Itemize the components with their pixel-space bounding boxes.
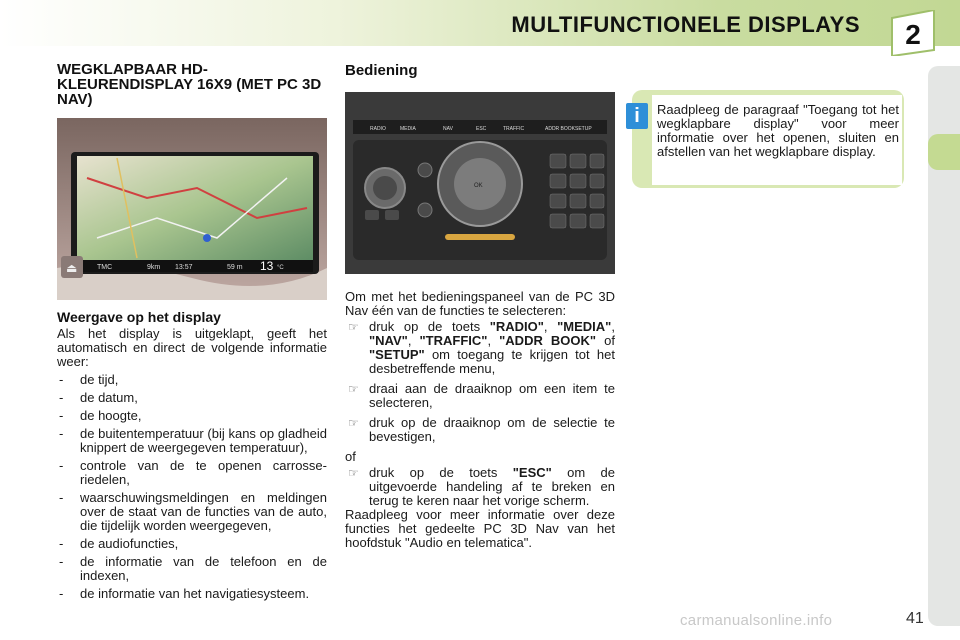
list-item: - de informatie van het navigatiesysteem. bbox=[57, 587, 327, 601]
list-item: - de audiofuncties, bbox=[57, 537, 327, 551]
pointing-hand-icon: ☞ bbox=[348, 320, 359, 334]
control-panel-photo bbox=[345, 92, 615, 274]
info-icon: i bbox=[626, 103, 648, 129]
panel-button-setup: SETUP bbox=[575, 126, 592, 132]
list-item: - de informatie van de telefoon en de indexen, bbox=[57, 555, 327, 583]
display-info-text bbox=[57, 327, 327, 605]
display-temperature: 13 bbox=[260, 259, 274, 273]
page-title: MULTIFUNCTIONELE DISPLAYS bbox=[511, 12, 860, 37]
display-altitude: 59 m bbox=[227, 264, 243, 271]
panel-button-traffic: TRAFFIC bbox=[503, 126, 525, 132]
chapter-badge bbox=[888, 10, 938, 56]
list-item: ☞ draai aan de draaiknop om een item te selecteren, bbox=[348, 381, 615, 410]
eject-icon: ⏏ bbox=[66, 261, 78, 275]
display-distance: 9km bbox=[147, 264, 161, 271]
side-index-tab-active bbox=[928, 134, 960, 170]
panel-button-nav: NAV bbox=[443, 126, 453, 132]
intro-paragraph: Als het display is uitgeklapt, geeft het automatisch en direct de volgende informatie weer: bbox=[57, 326, 327, 369]
list-item: - controle van de te openen carrosse-riedelen, bbox=[57, 459, 327, 487]
panel-button-media: MEDIA bbox=[400, 126, 416, 132]
watermark: carmanualsonline.info bbox=[680, 612, 833, 629]
list-item: - de hoogte, bbox=[57, 409, 327, 423]
section-title: WEGKLAPBAAR HD-KLEURENDISPLAY 16X9 (MET PC 3D NAV) bbox=[57, 61, 322, 108]
pointing-hand-icon: ☞ bbox=[348, 466, 359, 480]
display-temp-unit: °C bbox=[277, 265, 284, 271]
controls-intro: Om met het bedieningspaneel van de PC 3D Nav één van de functies te selecteren: bbox=[345, 289, 615, 318]
display-info-list bbox=[57, 373, 327, 601]
controls-steps-alt bbox=[345, 466, 615, 508]
list-item: ☞ druk op de draaiknop om de selectie te bevestigen, bbox=[348, 415, 615, 444]
list-item: - de buitentemperatuur (bij kans op gladheid knippert de weergegeven temperatuur), bbox=[57, 427, 327, 455]
display-time: 13:57 bbox=[175, 264, 193, 271]
panel-button-radio: RADIO bbox=[370, 126, 386, 132]
or-text: of bbox=[345, 449, 356, 464]
page-number: 41 bbox=[906, 610, 924, 627]
panel-knob-ok: OK bbox=[474, 183, 483, 189]
subsection-title: Weergave op het display bbox=[57, 309, 221, 325]
display-tmc: TMC bbox=[97, 264, 113, 271]
controls-title: Bediening bbox=[345, 62, 418, 79]
display-photo bbox=[57, 118, 327, 300]
pointing-hand-icon: ☞ bbox=[348, 382, 359, 396]
list-item: - de datum, bbox=[57, 391, 327, 405]
list-item: - waarschuwingsmeldingen en meldingen over de staat van de functies van de auto, die tijdelijk worden weergegeven, bbox=[57, 491, 327, 533]
list-item: ☞ druk op de toets "ESC" om de uitgevoerde handeling af te breken en terug te keren naar het vorige scherm. bbox=[348, 465, 615, 508]
chapter-number: 2 bbox=[905, 19, 921, 50]
controls-text bbox=[345, 290, 615, 550]
list-item: ☞ druk op de toets "RADIO", "MEDIA", "NAV", "TRAFFIC", "ADDR BOOK" of "SETUP" om toegang te krijgen tot het desbetreffende menu, bbox=[348, 319, 615, 376]
panel-button-addr-book: ADDR BOOK bbox=[545, 126, 576, 132]
info-text: Raadpleeg de paragraaf "Toegang tot het wegklapbare display" voor meer informatie over het openen, sluiten en afstellen van het wegklapbare display. bbox=[657, 102, 899, 159]
pointing-hand-icon: ☞ bbox=[348, 416, 359, 430]
panel-button-esc: ESC bbox=[476, 126, 487, 132]
controls-steps bbox=[345, 320, 615, 444]
list-item: - de tijd, bbox=[57, 373, 327, 387]
controls-outro: Raadpleeg voor meer informatie over deze functies het gedeelte PC 3D Nav van het hoofdstuk "Audio en telematica". bbox=[345, 507, 615, 550]
